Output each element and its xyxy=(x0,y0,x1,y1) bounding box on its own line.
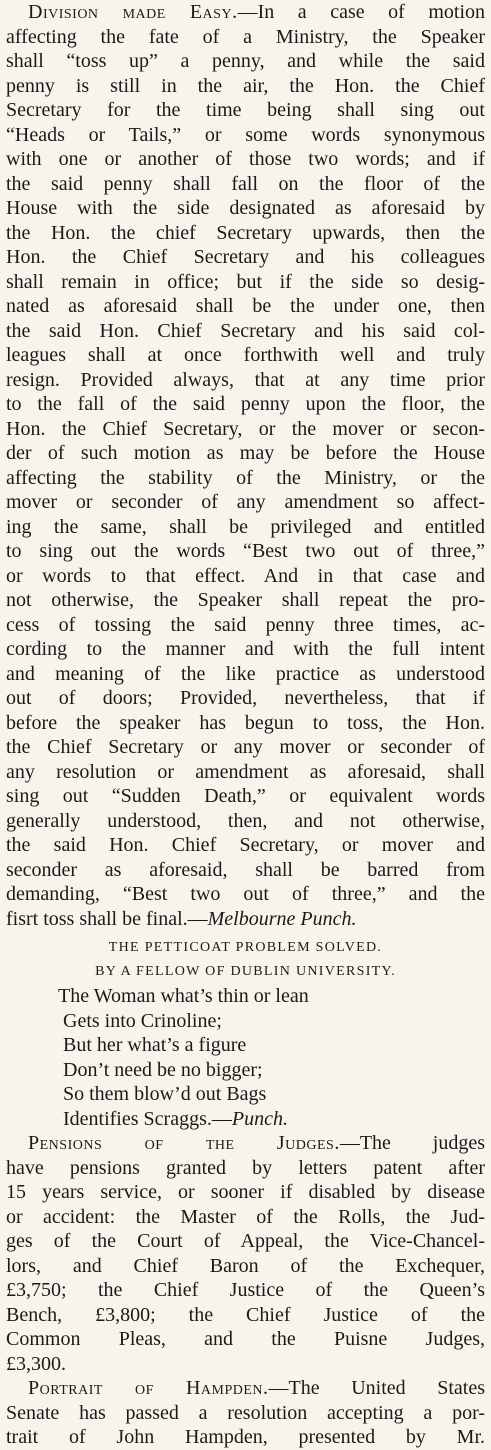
division-line: shall remain in office; but if the side so desig- xyxy=(6,270,485,293)
division-line: demanding, “Best two out of three,” and the xyxy=(6,883,485,905)
pensions-line: or accident: the Master of the Rolls, the Jud- xyxy=(6,1205,485,1228)
division-line: Secretary for the time being shall sing out xyxy=(6,99,485,121)
hampden-line: Senate has passed a resolution accepting a por- xyxy=(6,1401,485,1424)
hampden-line: trait of John Hampden, presented by Mr. xyxy=(6,1426,485,1448)
division-line: any resolution or amendment as aforesaid, shall xyxy=(6,760,485,783)
pensions-line: Common Pleas, and the Puisne Judges, xyxy=(6,1328,485,1350)
division-line: affecting the fate of a Ministry, the Speaker xyxy=(6,25,485,48)
division-line: sing out “Sudden Death,” or equivalent words xyxy=(6,785,485,807)
division-line: the said Hon. Chief Secretary, or mover and xyxy=(6,834,485,856)
pensions-line: Bench, £3,800; the Chief Justice of the xyxy=(6,1303,485,1326)
division-line: House with the side designated as aforesaid by xyxy=(6,197,485,219)
division-line: the said Hon. Chief Secretary and his said col- xyxy=(6,319,485,342)
pensions-line: £3,750; the Chief Justice of the Queen’s xyxy=(6,1279,485,1301)
division-line: ing the same, shall be privileged and entitled xyxy=(6,515,485,538)
division-source: Melbourne Punch. xyxy=(207,907,357,930)
division-line: Hon. the Chief Secretary and his colleagues xyxy=(6,246,485,268)
division-line: penny is still in the air, the Hon. the Chief xyxy=(6,74,485,97)
division-line: “Heads or Tails,” or some words synonymous xyxy=(6,123,485,146)
division-line: Hon. the Chief Secretary, or the mover or secon- xyxy=(6,417,485,440)
division-line: nated as aforesaid shall be the under one, then xyxy=(6,295,485,317)
division-line: before the speaker has begun to toss, the Hon. xyxy=(6,711,485,734)
division-line: the Hon. the chief Secretary upwards, then the xyxy=(6,221,485,244)
division-first-line: Division made Easy.—In a case of motion xyxy=(28,1,485,23)
division-line: the said penny shall fall on the floor of the xyxy=(6,172,485,195)
division-line: affecting the stability of the Ministry, or the xyxy=(6,466,485,489)
hampden-first-line: Portrait of Hampden.—The United States xyxy=(28,1377,485,1399)
division-line: seconder as aforesaid, shall be barred from xyxy=(6,858,485,881)
hampden-title: Portrait of Hampden. xyxy=(28,1377,269,1399)
division-line: mover or seconder of any amendment so affect- xyxy=(6,491,485,513)
petticoat-byline: BY A FELLOW OF DUBLIN UNIVERSITY. xyxy=(95,964,396,979)
petticoat-title: THE PETTICOAT PROBLEM SOLVED. xyxy=(108,940,383,955)
division-line: to sing out the words “Best two out of three,” xyxy=(6,540,485,562)
petticoat-source: Punch. xyxy=(231,1107,288,1130)
division-line: der of such motion as may be before the House xyxy=(6,442,485,464)
division-line: not otherwise, the Speaker shall repeat the pro- xyxy=(6,589,485,611)
division-line: with one or another of those two words; and if xyxy=(6,148,485,170)
division-line: cording to the manner and with the full intent xyxy=(6,638,485,660)
division-line: shall “toss up” a penny, and while the said xyxy=(6,50,485,72)
pensions-line: have pensions granted by letters patent after xyxy=(6,1156,485,1179)
division-line: out of doors; Provided, nevertheless, that if xyxy=(6,687,485,709)
division-line: generally understood, then, and not otherwise, xyxy=(6,809,485,832)
verse-last-line: Identifies Scraggs.—Punch. xyxy=(63,1107,288,1130)
verse-line: Gets into Crinoline; xyxy=(63,1009,222,1032)
division-line: and meaning of the like practice as understood xyxy=(6,662,485,685)
division-line: the Chief Secretary or any mover or seconder of xyxy=(6,736,485,758)
division-line: to the fall of the said penny upon the floor, the xyxy=(6,393,485,415)
verse-line: Don’t need be no bigger; xyxy=(63,1058,263,1081)
pensions-title: Pensions of the Judges. xyxy=(28,1132,340,1154)
verse-line: But her what’s a figure xyxy=(63,1034,247,1056)
pensions-last-line: £3,300. xyxy=(6,1352,66,1375)
division-line: cess of tossing the said penny three times, ac- xyxy=(6,613,485,636)
verse-line: So them blow’d out Bags xyxy=(63,1083,267,1105)
division-line: resign. Provided always, that at any time prior xyxy=(6,368,485,391)
division-line: leagues shall at once forthwith well and truly xyxy=(6,344,485,366)
pensions-line: 15 years service, or sooner if disabled by disease xyxy=(6,1181,485,1203)
pensions-line: ges of the Court of Appeal, the Vice-Chancel- xyxy=(6,1230,485,1252)
pensions-line: lors, and Chief Baron of the Exchequer, xyxy=(6,1254,485,1277)
division-title: Division made Easy. xyxy=(28,1,238,23)
division-line: or words to that effect. And in that case and xyxy=(6,564,485,587)
division-last-line: fisrt toss shall be final.—Melbourne Punch. xyxy=(6,907,357,930)
pensions-first-line: Pensions of the Judges.—The judges xyxy=(28,1132,485,1154)
verse-line: The Woman what’s thin or lean xyxy=(58,985,309,1007)
